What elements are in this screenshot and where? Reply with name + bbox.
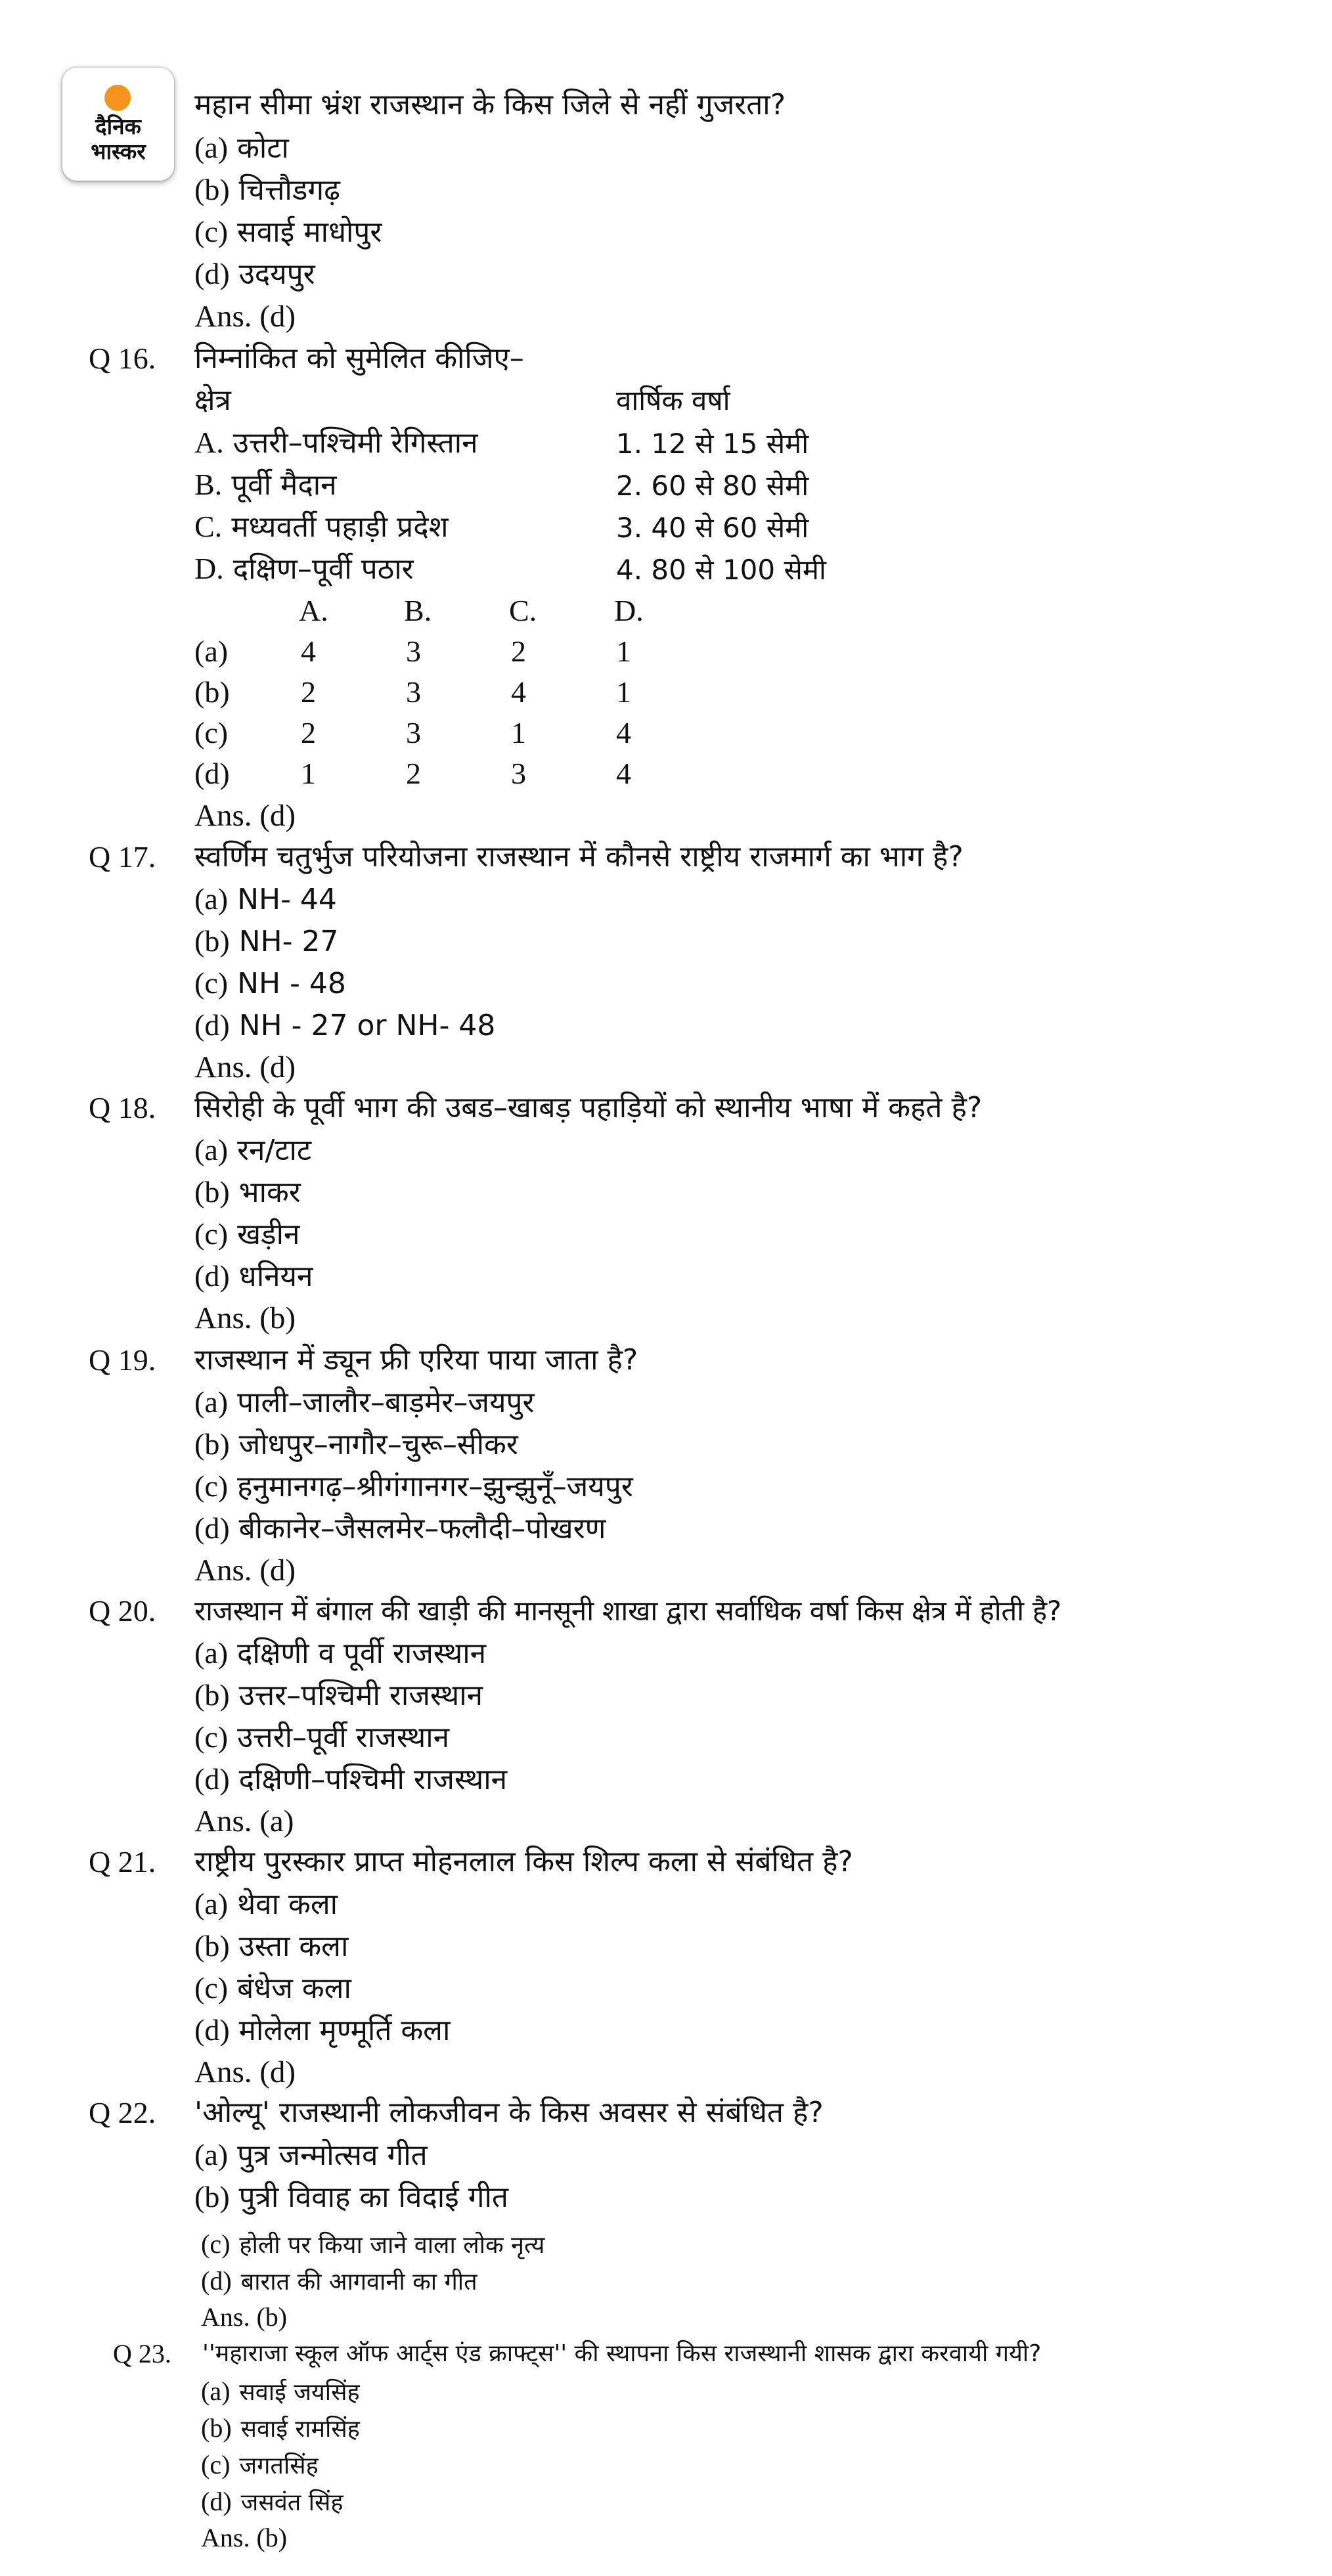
q16-grid-row-d-label: (d) [194,757,230,790]
q16-right-item-3: 3. 40 से 60 सेमी [616,512,809,544]
q16-number: Q 16. [89,342,156,375]
q16-grid-head-d: D. [614,594,644,627]
q21-option-a: (a) थेवा कला [194,1887,338,1921]
q21-text: राष्ट्रीय पुरस्कार प्राप्त मोहनलाल किस शिल्प कला से संबंधित है? [194,1845,853,1878]
logo-line-2: भास्कर [91,139,146,164]
q16-right-item-4: 4. 80 से 100 सेमी [616,554,826,586]
q22-number: Q 22. [89,2096,156,2129]
q22-option-b: (b) पुत्री विवाह का विदाई गीत [194,2180,509,2214]
q18-answer: Ans. (b) [194,1301,296,1335]
q17-number: Q 17. [89,840,156,874]
q19-option-c: (c) हनुमानगढ़–श्रीगंगानगर–झुन्झुनूँ–जयपुर [194,1469,633,1503]
q23-option-c: (c) जगतसिंह [201,2450,319,2479]
q16-left-item-d: D. दक्षिण–पूर्वी पठार [194,552,414,586]
q16-grid-cell: 4 [616,757,631,790]
q19-answer: Ans. (d) [194,1553,296,1588]
q21-number: Q 21. [89,1845,156,1878]
q20-text: राजस्थान में बंगाल की खाड़ी की मानसूनी शाखा द्वारा सर्वाधिक वर्षा किस क्षेत्र में होती है? [194,1595,1061,1627]
q18-option-c: (c) खड़ीन [194,1217,300,1251]
q16-grid-cell: 4 [616,716,631,749]
q22-option-c: (c) होली पर किया जाने वाला लोक नृत्य [201,2229,545,2259]
q16-right-heading: वार्षिक वर्षा [616,384,730,416]
q17-text: स्वर्णिम चतुर्भुज परियोजना राजस्थान में कौनसे राष्ट्रीय राजमार्ग का भाग है? [194,840,964,874]
q23-answer: Ans. (b) [201,2523,288,2552]
q20-option-b: (b) उत्तर–पश्चिमी राजस्थान [194,1678,483,1712]
q16-grid-cell: 1 [616,675,631,709]
q23-number: Q 23. [113,2339,171,2368]
q21-answer: Ans. (d) [194,2055,296,2089]
q21-option-c: (c) बंधेज कला [194,1971,351,2005]
q16-grid-cell: 1 [511,716,526,749]
q16-right-item-2: 2. 60 से 80 सेमी [616,470,809,502]
q17-option-c: (c) NH - 48 [194,966,346,1000]
q20-option-c: (c) उत्तरी–पूर्वी राजस्थान [194,1720,450,1754]
q16-grid-head-b: B. [404,594,432,627]
q20-option-a: (a) दक्षिणी व पूर्वी राजस्थान [194,1636,487,1670]
q16-grid-cell: 3 [406,716,421,749]
q22-text: 'ओल्यू' राजस्थानी लोकजीवन के किस अवसर से संबंधित है? [194,2096,824,2129]
q16-left-item-b: B. पूर्वी मैदान [194,468,337,502]
q15-answer: Ans. (d) [194,300,296,334]
q19-option-b: (b) जोधपुर–नागौर–चुरू–सीकर [194,1427,518,1461]
q16-grid-head-a: A. [299,594,328,627]
q16-grid-head-c: C. [509,594,537,627]
q22-option-d: (d) बारात की आगवानी का गीत [201,2266,477,2296]
q16-left-item-c: C. मध्यवर्ती पहाड़ी प्रदेश [194,510,449,544]
q16-left-item-a: A. उत्तरी–पश्चिमी रेगिस्तान [194,426,478,460]
q17-option-a: (a) NH- 44 [194,882,337,916]
q16-grid-cell: 3 [406,675,421,709]
q18-option-a: (a) रन/टाट [194,1133,312,1167]
q15-option-d: (d) उदयपुर [194,257,315,291]
q16-grid-row-a-label: (a) [194,634,229,668]
q22-answer: Ans. (b) [201,2302,288,2332]
q16-right-item-1: 1. 12 से 15 सेमी [616,428,809,460]
q16-grid-cell: 4 [301,634,316,668]
q21-option-d: (d) मोलेला मृण्मूर्ति कला [194,2013,451,2047]
q17-answer: Ans. (d) [194,1050,296,1084]
q23-text: ''महाराजा स्कूल ऑफ आर्ट्स एंड क्राफ्ट्स'' की स्थापना किस राजस्थानी शासक द्वारा करवायी गयी? [202,2340,1042,2367]
logo-line-1: दैनिक [95,114,141,139]
q17-option-d: (d) NH - 27 or NH- 48 [194,1008,496,1042]
q23-option-d: (d) जसवंत सिंह [201,2487,344,2516]
q16-left-heading: क्षेत्र [194,384,231,417]
q15-text: महान सीमा भ्रंश राजस्थान के किस जिले से नहीं गुजरता? [194,88,786,122]
q16-grid-cell: 3 [406,634,421,668]
q16-grid-cell: 2 [301,675,316,709]
q16-text: निम्नांकित को सुमेलित कीजिए– [194,342,524,375]
q16-grid-row-b-label: (b) [194,675,230,709]
q16-answer: Ans. (d) [194,799,296,833]
q16-grid-cell: 1 [301,757,316,790]
q18-number: Q 18. [89,1091,156,1124]
q21-option-b: (b) उस्ता कला [194,1929,349,1963]
sun-icon [104,85,131,111]
q16-grid-cell: 2 [511,634,526,668]
q23-option-a: (a) सवाई जयसिंह [201,2376,360,2406]
q18-option-d: (d) धनियन [194,1259,313,1293]
q18-text: सिरोही के पूर्वी भाग की उबड–खाबड़ पहाड़ियों को स्थानीय भाषा में कहते है? [194,1091,983,1124]
q23-option-b: (b) सवाई रामसिंह [201,2413,360,2443]
q19-number: Q 19. [89,1343,156,1377]
q16-grid-cell: 2 [406,757,421,790]
q15-option-c: (c) सवाई माधोपुर [194,215,382,249]
q19-option-d: (d) बीकानेर–जैसलमेर–फलौदी–पोखरण [194,1511,606,1545]
q19-option-a: (a) पाली–जालौर–बाड़मेर–जयपुर [194,1385,535,1419]
q17-option-b: (b) NH- 27 [194,924,339,958]
q16-grid-cell: 3 [511,757,526,790]
q16-grid-cell: 4 [511,675,526,709]
q18-option-b: (b) भाकर [194,1175,301,1209]
q15-option-a: (a) कोटा [194,131,289,165]
q22-option-a: (a) पुत्र जन्मोत्सव गीत [194,2138,428,2172]
q19-text: राजस्थान में ड्यून फ्री एरिया पाया जाता है? [194,1343,638,1377]
q16-grid-cell: 1 [616,634,631,668]
dainik-bhaskar-logo[interactable] [62,68,174,181]
q20-option-d: (d) दक्षिणी–पश्चिमी राजस्थान [194,1762,508,1796]
q20-number: Q 20. [89,1594,156,1628]
q15-option-b: (b) चित्तौडगढ़ [194,173,340,207]
q20-answer: Ans. (a) [194,1804,294,1838]
q16-grid-cell: 2 [301,716,316,749]
q16-grid-row-c-label: (c) [194,716,229,749]
